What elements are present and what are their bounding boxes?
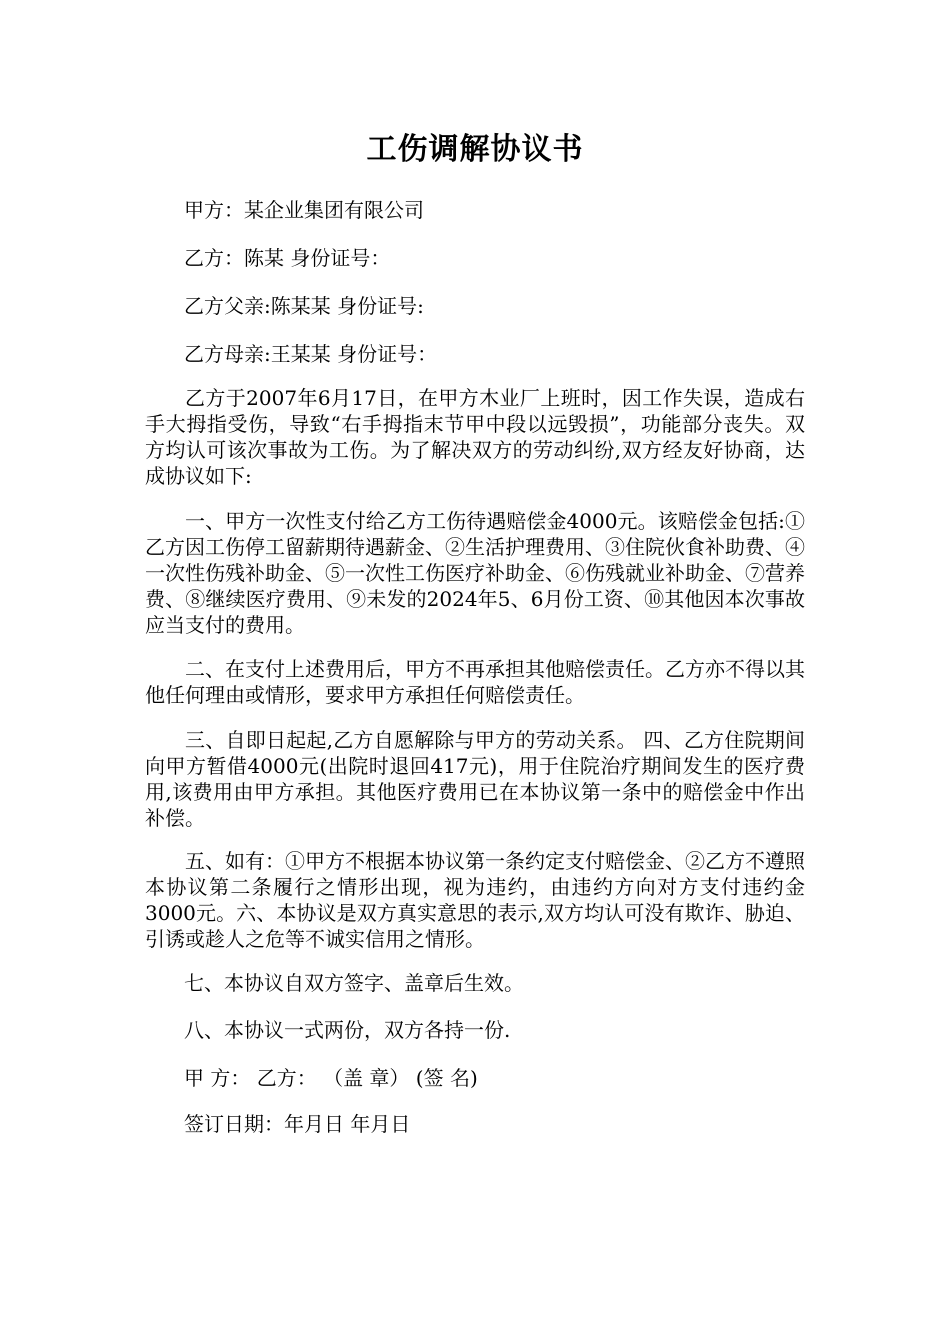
date-line: 签订日期：年月日 年月日: [184, 1112, 411, 1136]
clause-eight-line: 八、本协议一式两份，双方各持一份.: [184, 1018, 511, 1042]
clause-three-four-paragraph: 三、自即日起起,乙方自愿解除与甲方的劳动关系。 四、乙方住院期间向甲方暂借4000元(出院时退回417元)，用于住院治疗期间发生的医疗费用,该费用由甲方承担。其他医疗费用已在本协议第一条中的赔偿金中作出补偿。: [145, 728, 805, 830]
party-b-line: 乙方：陈某 身份证号：: [184, 246, 391, 270]
clause-one-paragraph: 一、甲方一次性支付给乙方工伤待遇赔偿金4000元。该赔偿金包括:① 乙方因工伤停工留薪期待遇薪金、②生活护理费用、③住院伙食补助费、④一次性伤残补助金、⑤一次性工伤医疗补助金、⑥伤残就业补助金、⑦营养费、⑧继续医疗费用、⑨未发的2024年5、6月份工资、⑩其他因本次事故应当支付的费用。: [145, 509, 805, 637]
signature-line: 甲 方： 乙方： （盖 章） (签 名): [184, 1066, 478, 1090]
clause-seven-line: 七、本协议自双方签字、盖章后生效。: [184, 971, 524, 995]
clause-two-paragraph: 二、在支付上述费用后，甲方不再承担其他赔偿责任。乙方亦不得以其他任何理由或情形，要求甲方承担任何赔偿责任。: [145, 657, 805, 707]
clause-five-six-paragraph: 五、如有：①甲方不根据本协议第一条约定支付赔偿金、②乙方不遵照本协议第二条履行之情形出现，视为违约，由违约方向对方支付违约金3000元。六、本协议是双方真实意思的表示,双方均认可没有欺诈、胁迫、引诱或趁人之危等不诚实信用之情形。: [145, 849, 805, 951]
party-b-father-line: 乙方父亲:陈某某 身份证号:: [184, 294, 424, 318]
incident-paragraph: 乙方于2007年6月17日，在甲方木业厂上班时，因工作失误，造成右手大拇指受伤，导致“右手拇指末节甲中段以远毁损”，功能部分丧失。双方均认可该次事故为工伤。为了解决双方的劳动纠纷,双方经友好协商，达成协议如下:: [145, 386, 805, 488]
document-title: 工伤调解协议书: [366, 132, 584, 167]
party-b-mother-line: 乙方母亲:王某某 身份证号：: [184, 342, 438, 366]
party-a-line: 甲方：某企业集团有限公司: [184, 198, 424, 222]
